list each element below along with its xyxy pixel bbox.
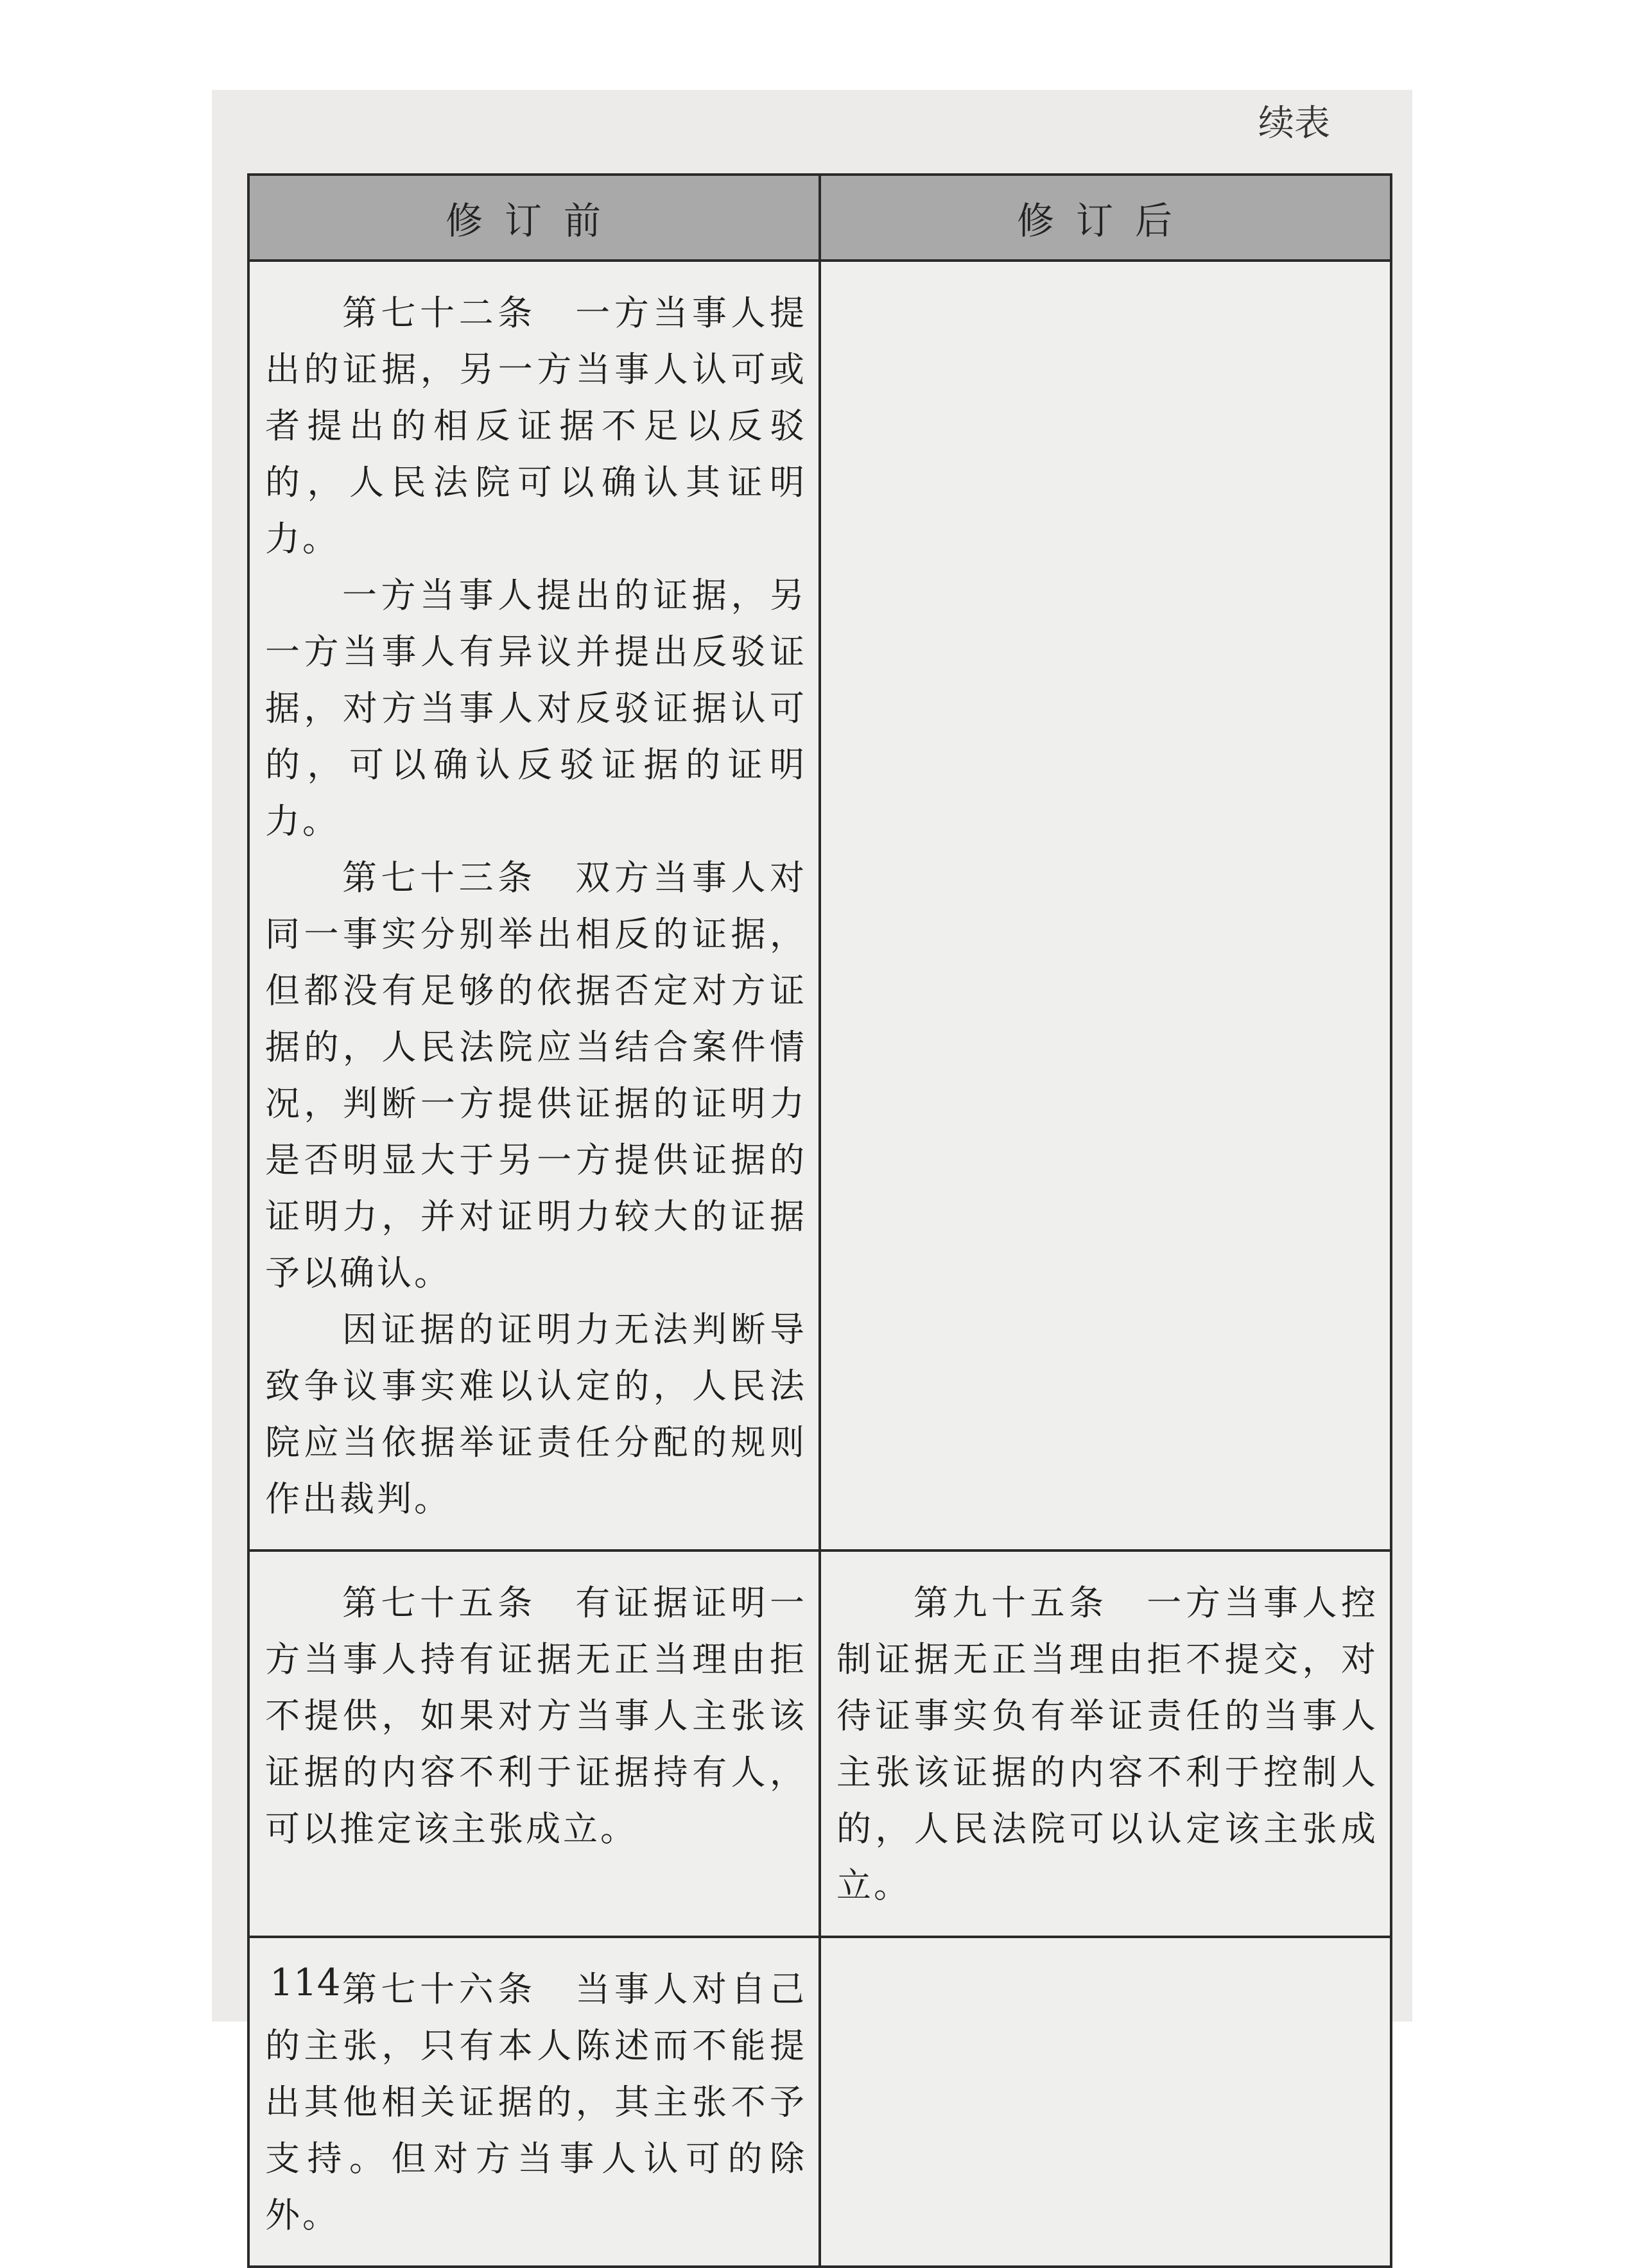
column-header-before: 修订前 xyxy=(248,175,820,261)
revision-comparison-table xyxy=(247,173,1392,2268)
before-cell xyxy=(248,1551,820,1937)
article-72-paragraph-2: 一方当事人提出的证据，另一方当事人有异议并提出反驳证据，对方当事人对反驳证据认可的，可以确认反驳证据的证明力。 xyxy=(265,575,807,841)
after-cell-empty xyxy=(820,1937,1391,2267)
before-cell xyxy=(248,261,820,1551)
table-header-row xyxy=(248,175,1391,261)
article-75-paragraph: 第七十五条 有证据证明一方当事人持有证据无正当理由拒不提供，如果对方当事人主张该证据的内容不利于证据持有人，可以推定该主张成立。 xyxy=(265,1583,807,1849)
after-cell-empty xyxy=(820,261,1391,1551)
table-row xyxy=(248,261,1391,1551)
article-72-paragraph-1: 第七十二条 一方当事人提出的证据，另一方当事人认可或者提出的相反证据不足以反驳的，人民法院可以确认其证明力。 xyxy=(265,293,807,559)
article-95-paragraph: 第九十五条 一方当事人控制证据无正当理由拒不提交，对待证事实负有举证责任的当事人主张该证据的内容不利于控制人的，人民法院可以认定该主张成立。 xyxy=(836,1583,1378,1905)
after-cell xyxy=(820,1551,1391,1937)
page-number: 114 xyxy=(270,1961,341,2004)
article-73-paragraph-1: 第七十三条 双方当事人对同一事实分别举出相反的证据，但都没有足够的依据否定对方证据的，人民法院应当结合案件情况，判断一方提供证据的证明力是否明显大于另一方提供证据的证明力，并对证明力较大的证据予以确认。 xyxy=(265,857,807,1293)
table-row xyxy=(248,1551,1391,1937)
article-73-paragraph-2: 因证据的证明力无法判断导致争议事实难以认定的，人民法院应当依据举证责任分配的规则作出裁判。 xyxy=(265,1309,807,1519)
article-76-paragraph: 第七十六条 当事人对自己的主张，只有本人陈述而不能提出其他相关证据的，其主张不予支持。但对方当事人认可的除外。 xyxy=(265,1969,807,2235)
table-row xyxy=(248,1937,1391,2267)
continued-label: 续表 xyxy=(1258,103,1330,144)
column-header-after: 修订后 xyxy=(820,175,1391,261)
